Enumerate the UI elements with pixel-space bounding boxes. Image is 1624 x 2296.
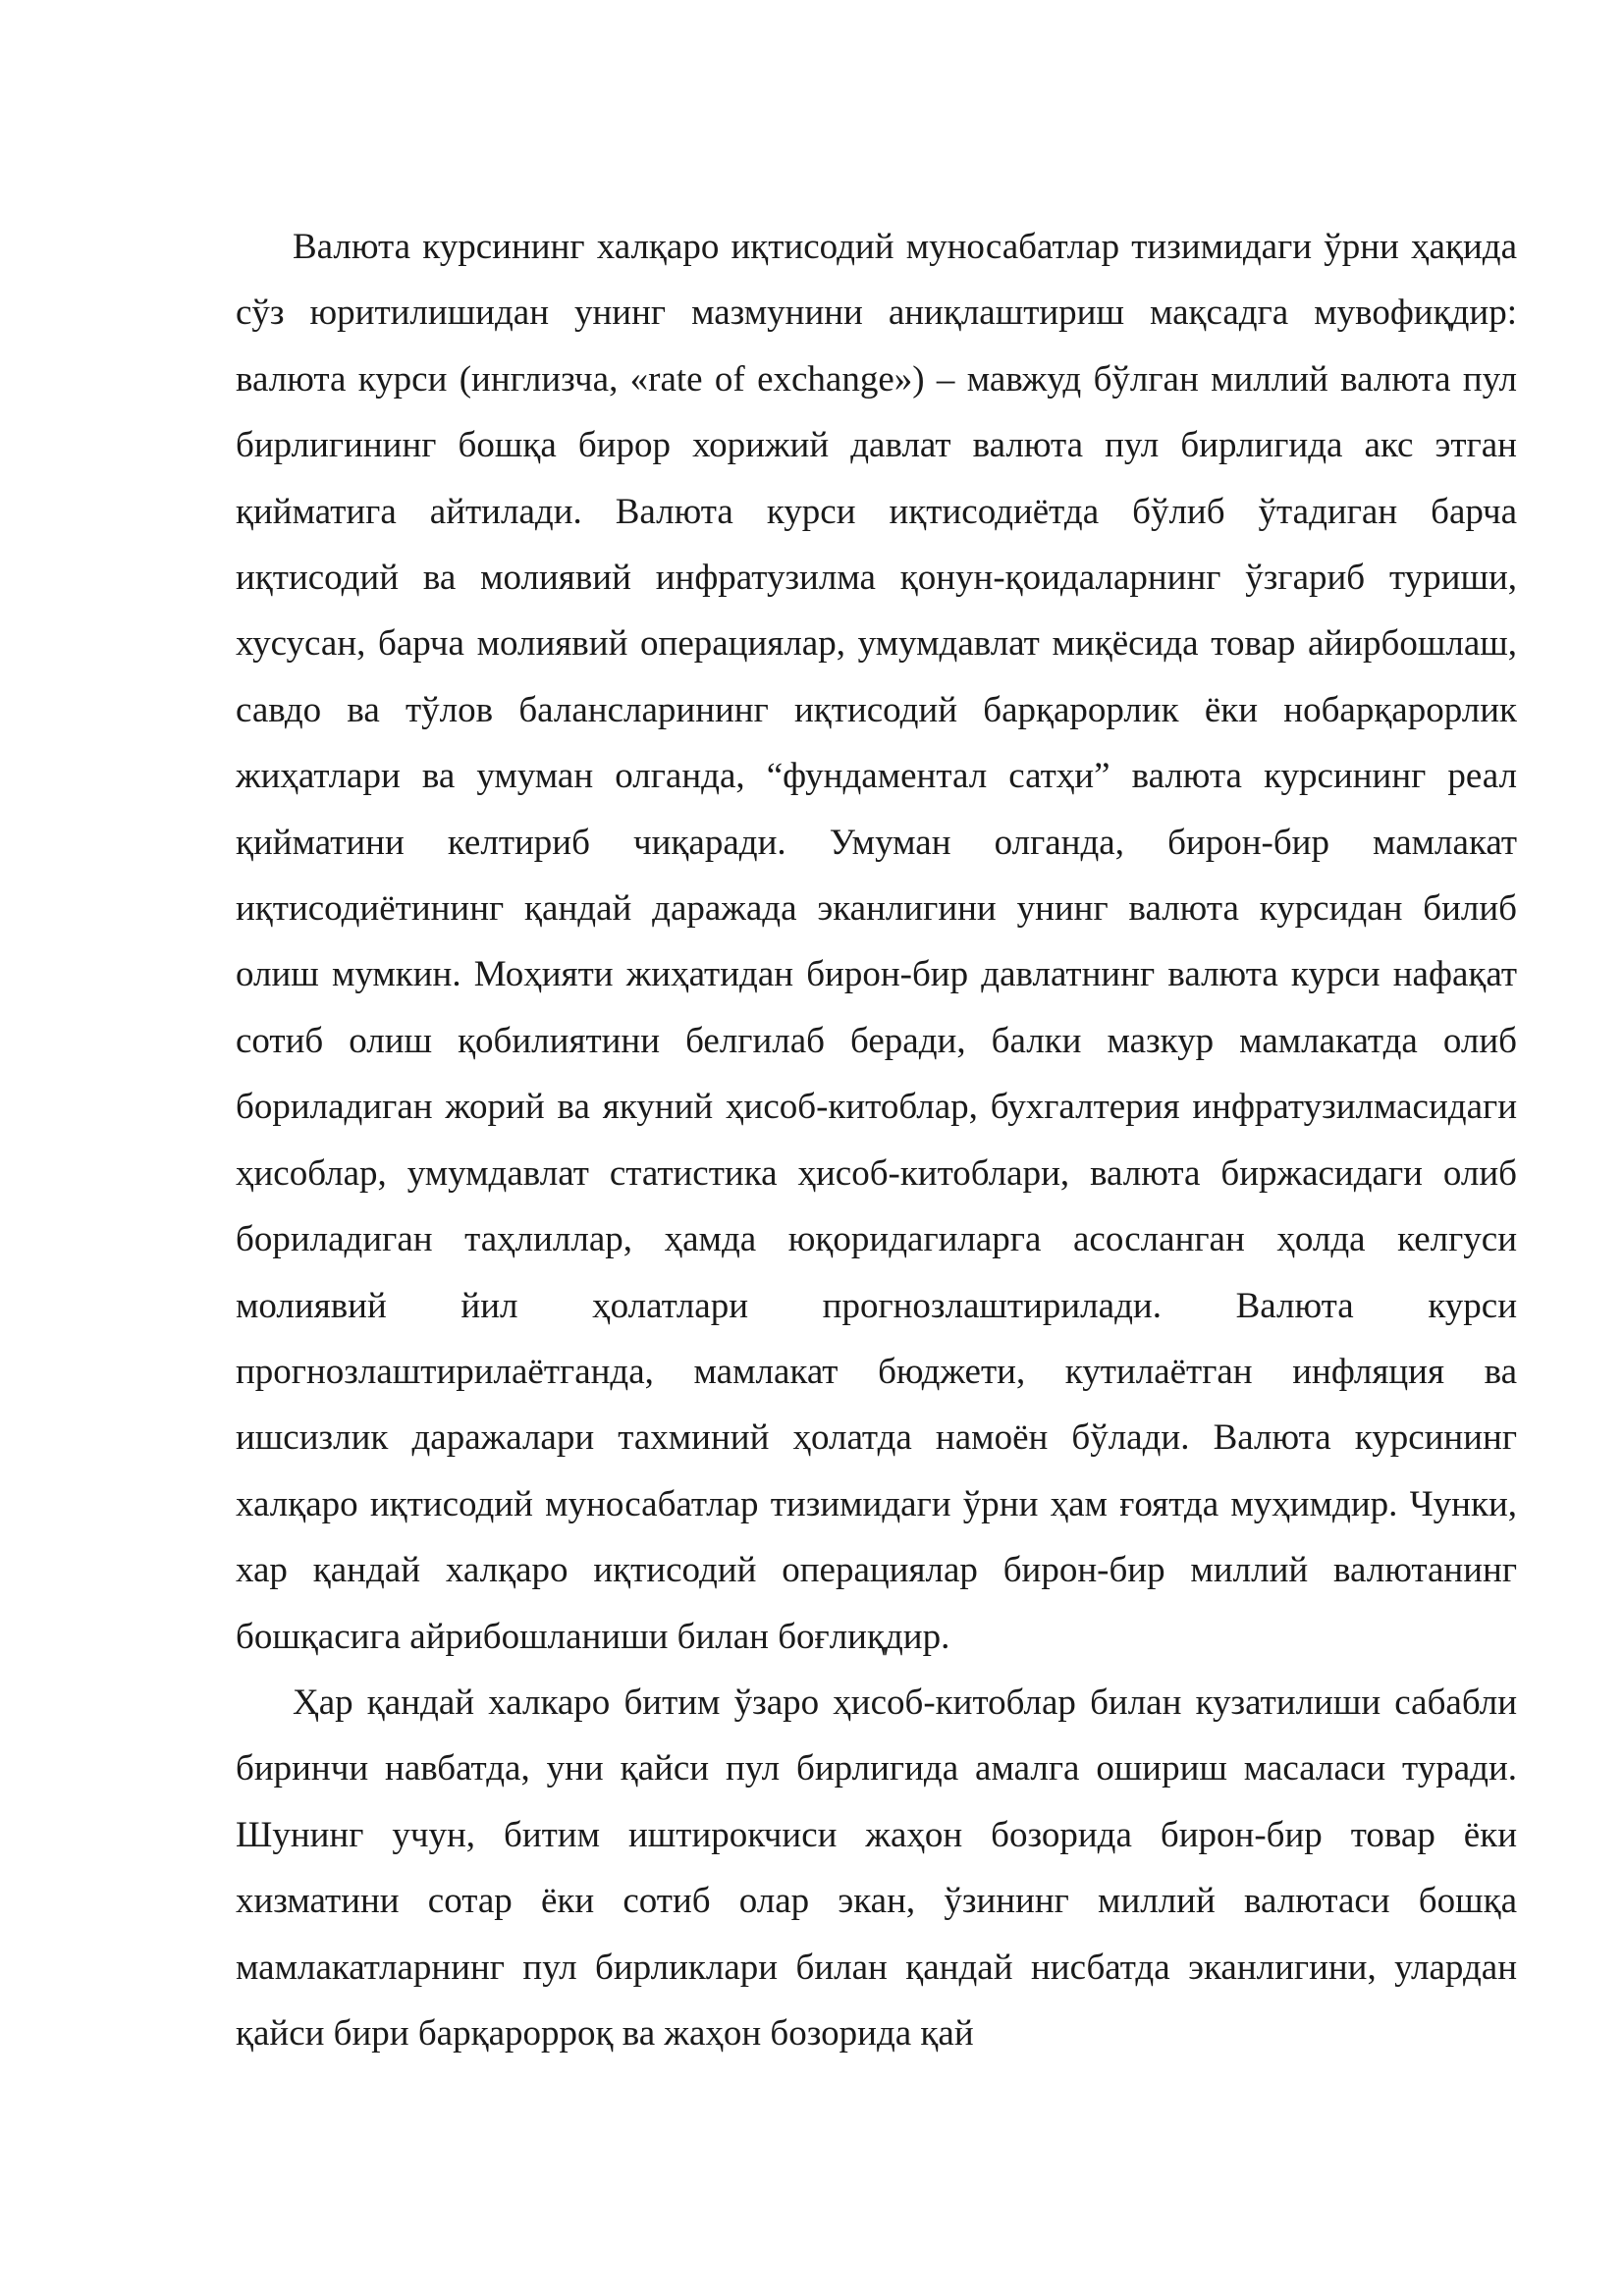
document-page <box>236 214 1517 2066</box>
paragraph-settlement-currency: Ҳар қандай халкаро битим ўзаро ҳисоб-китоблар билан кузатилиши сабабли биринчи навбатда, уни қайси пул бирлигида амалга ошириш масаласи туради. Шунинг учун, битим иштирокчиси жаҳон бозорида бирон-бир товар ёки хизматини сотар ёки сотиб олар экан, ўзининг миллий валютаси бошқа мамлакатларнинг пул бирликлари билан қандай нисбатда эканлигини, улардан қайси бири барқарорроқ ва жаҳон бозорида қай <box>236 1682 1517 2054</box>
paragraph-exchange-rate-definition: Валюта курсининг халқаро иқтисодий муносабатлар тизимидаги ўрни ҳақида сўз юритилишидан унинг мазмунини аниқлаштириш мақсадга мувофиқдир: валюта курси (инглизча, «rate of exchange») – мавжуд бўлган миллий валюта пул бирлигининг бошқа бирор хорижий давлат валюта пул бирлигида акс этган қийматига айтилади. Валюта курси иқтисодиётда бўлиб ўтадиган барча иқтисодий ва молиявий инфратузилма қонун-қоидаларнинг ўзгариб туриши, хусусан, барча молиявий операциялар, умумдавлат миқёсида товар айирбошлаш, савдо ва тўлов балансларининг иқтисодий барқарорлик ёки нобарқарорлик жиҳатлари ва умуман олганда, “фундаментал сатҳи” валюта курсининг реал қийматини келтириб чиқаради. Умуман олганда, бирон-бир мамлакат иқтисодиётининг қандай даражада эканлигини унинг валюта курсидан билиб олиш мумкин. Моҳияти жиҳатидан бирон-бир давлатнинг валюта курси нафақат сотиб олиш қобилиятини белгилаб беради, балки мазкур мамлакатда олиб бориладиган жорий ва якуний ҳисоб-китоблар, бухгалтерия инфратузилмасидаги ҳисоблар, умумдавлат статистика ҳисоб-китоблари, валюта биржасидаги олиб бориладиган таҳлиллар, ҳамда юқоридагиларга асосланган ҳолда келгуси молиявий йил ҳолатлари прогнозлаштирилади. Валюта курси прогнозлаштирилаётганда, мамлакат бюджети, кутилаётган инфляция ва ишсизлик даражалари тахминий ҳолатда намоён бўлади. Валюта курсининг халқаро иқтисодий муносабатлар тизимидаги ўрни ҳам ғоятда муҳимдир. Чунки, хар қандай халқаро иқтисодий операциялар бирон-бир миллий валютанинг бошқасига айрибошланиши билан боғлиқдир. <box>236 227 1517 1657</box>
